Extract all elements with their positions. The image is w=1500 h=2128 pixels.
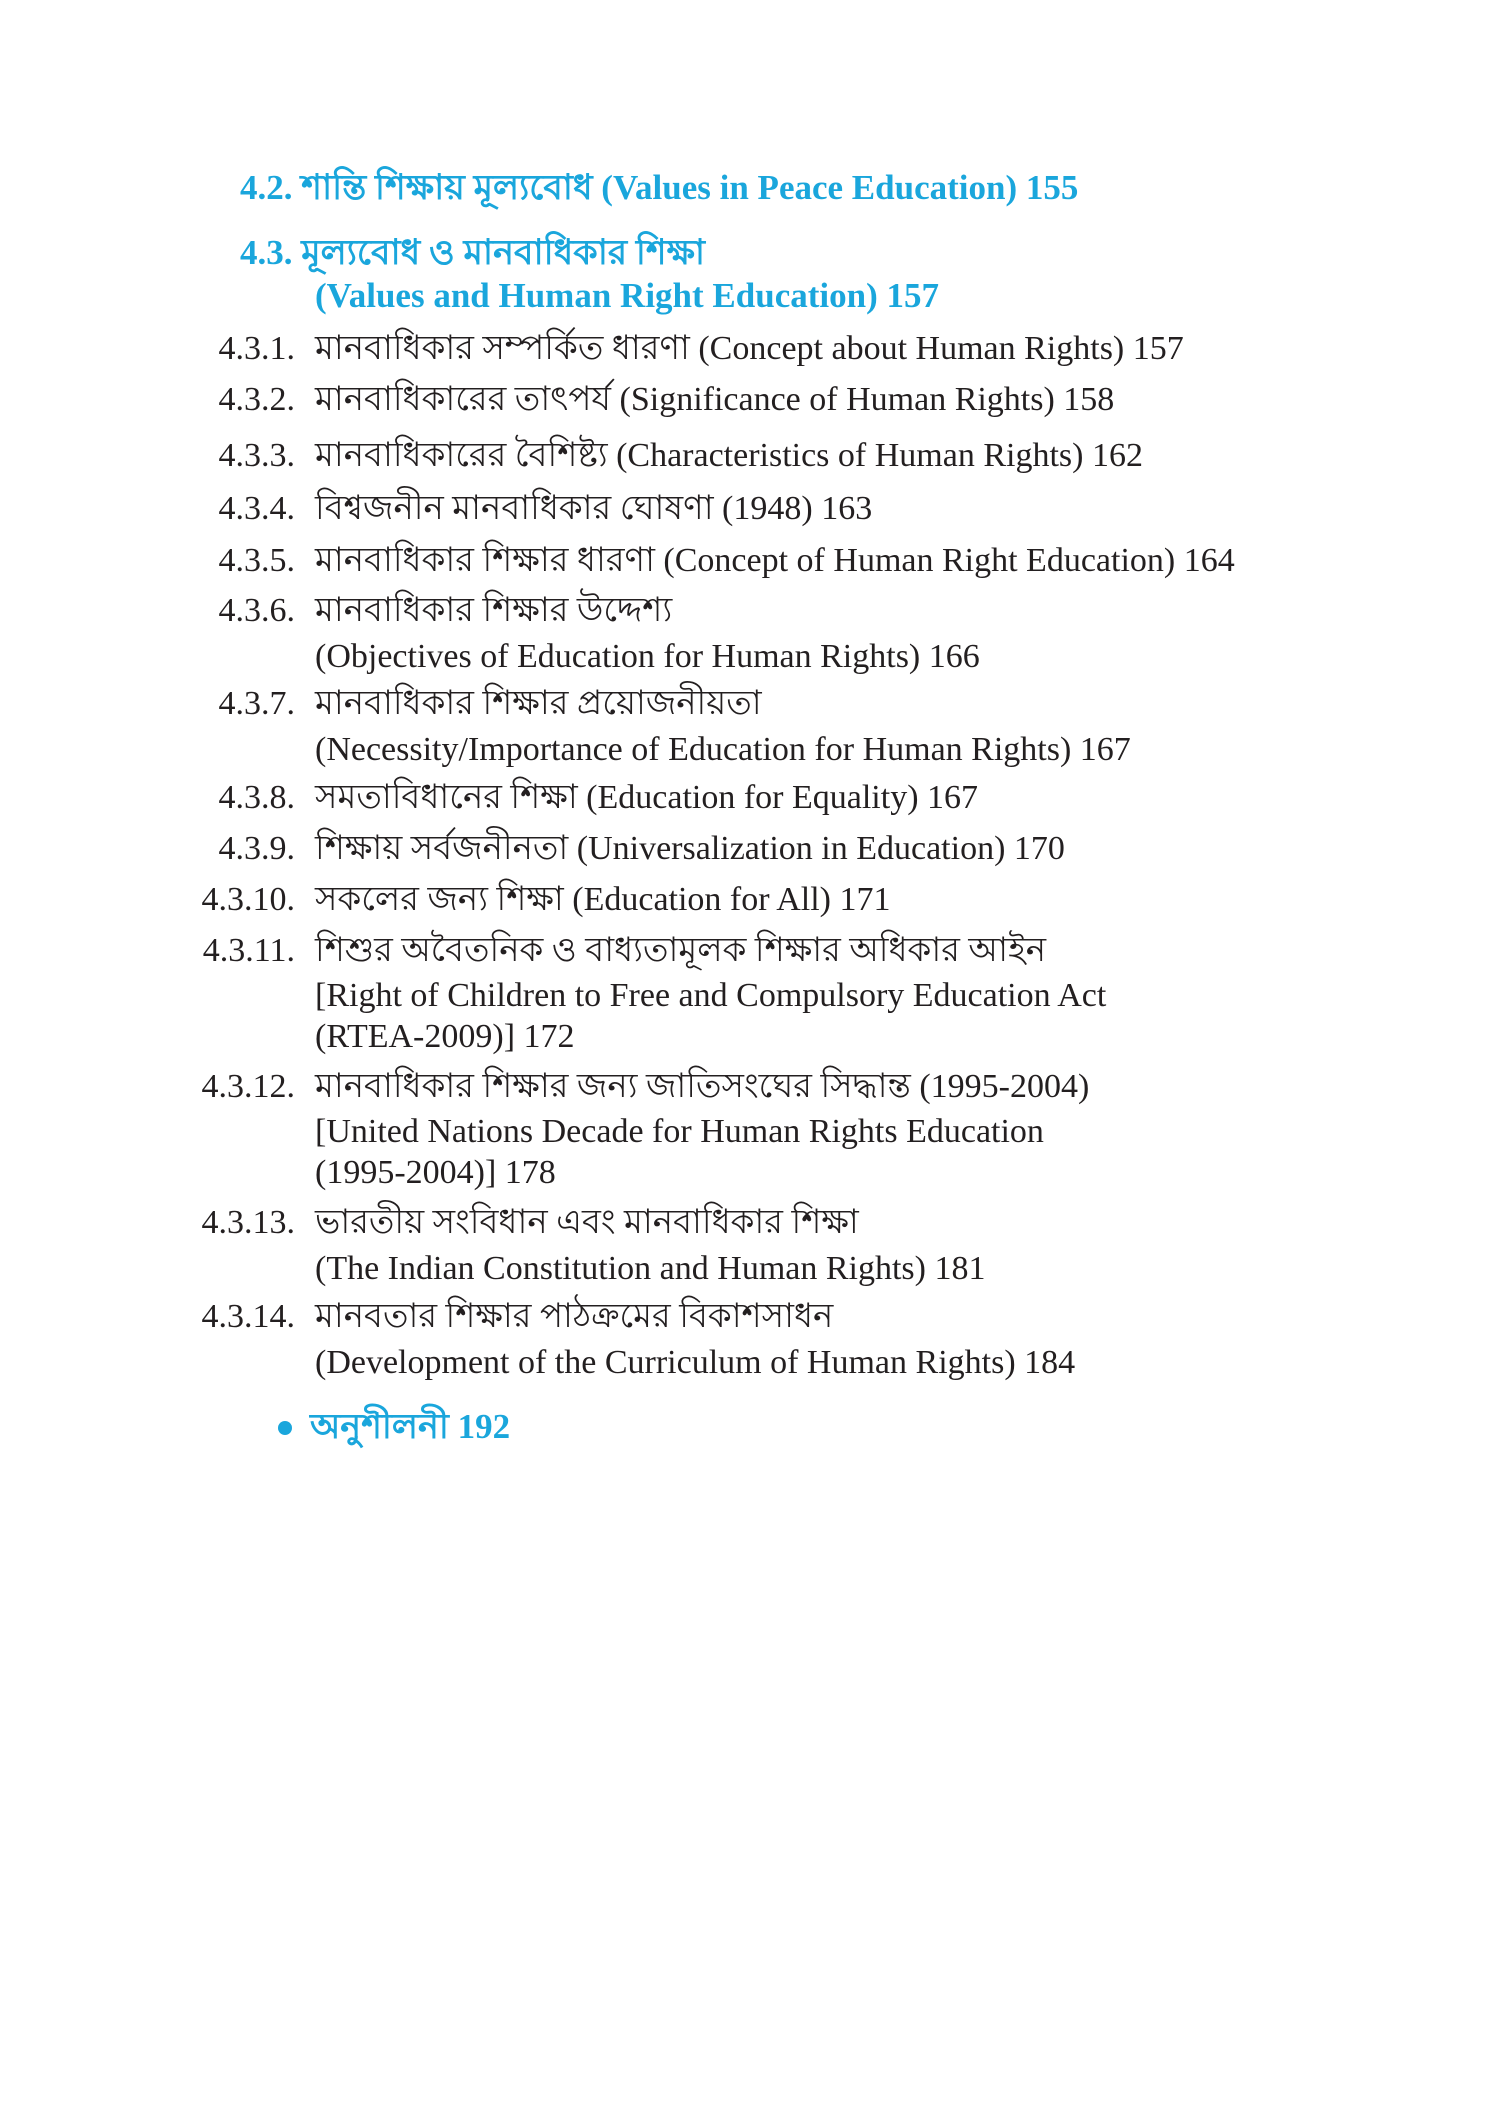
toc-entry-4-3-7-en[interactable]: (Necessity/Importance of Education for Human Rights) 167 [315,731,1131,768]
toc-entry-4-3-11[interactable]: শিশুর অবৈতনিক ও বাধ্যতামূলক শিক্ষার অধিকার আইন [315,932,1047,969]
toc-entry-4-3-7[interactable]: মানবাধিকার শিক্ষার প্রয়োজনীয়তা [315,685,762,722]
toc-entry-4-3-3[interactable]: মানবাধিকারের বৈশিষ্ট্য (Characteristics of Human Rights) 162 [315,437,1143,474]
entry-number: 4.3.14. [201,1298,295,1335]
entry-number: 4.3.10. [201,881,295,918]
toc-entry-4-3-10[interactable]: সকলের জন্য শিক্ষা (Education for All) 171 [315,881,891,918]
entry-number: 4.3.13. [201,1204,295,1241]
entry-number: 4.3.7. [218,685,295,722]
section-title-bn: মূল্যবোধ ও মানবাধিকার শিক্ষা [301,233,706,272]
entry-number: 4.3.6. [218,592,295,629]
section-number: 4.3. [240,233,293,272]
entry-number: 4.3.5. [218,542,295,579]
entry-number: 4.3.12. [201,1068,295,1105]
toc-entry-4-3-6-en[interactable]: (Objectives of Education for Human Rights) 166 [315,638,980,675]
exercise-entry[interactable]: অনুশীলনী 192 [310,1407,511,1446]
entry-number: 4.3.4. [218,490,295,527]
toc-entry-4-3-11-en[interactable]: [Right of Children to Free and Compulsory Education Act [315,977,1107,1014]
toc-entry-4-3-2[interactable]: মানবাধিকারের তাৎপর্য (Significance of Human Rights) 158 [315,381,1115,418]
entry-number: 4.3.11. [202,932,295,969]
section-title: শান্তি শিক্ষায় মূল্যবোধ (Values in Peace Education) 155 [301,168,1079,207]
toc-entry-4-3-9[interactable]: শিক্ষায় সর্বজনীনতা (Universalization in Education) 170 [315,830,1065,867]
toc-entry-4-3-1[interactable]: মানবাধিকার সম্পর্কিত ধারণা (Concept about Human Rights) 157 [315,330,1184,367]
toc-entry-4-3-14-en[interactable]: (Development of the Curriculum of Human Rights) 184 [315,1344,1076,1381]
bullet-icon [278,1421,292,1435]
section-4-3-heading-en[interactable]: (Values and Human Right Education) 157 [315,276,939,315]
toc-entry-4-3-8[interactable]: সমতাবিধানের শিক্ষা (Education for Equality) 167 [315,779,979,816]
toc-entry-4-3-11-en-cont[interactable]: (RTEA-2009)] 172 [315,1018,575,1055]
section-4-2-heading[interactable] [240,168,1078,208]
toc-entry-4-3-12[interactable]: মানবাধিকার শিক্ষার জন্য জাতিসংঘের সিদ্ধান্ত (1995-2004) [315,1068,1090,1105]
section-number: 4.2. [240,168,293,207]
entry-number: 4.3.9. [218,830,295,867]
toc-entry-4-3-6[interactable]: মানবাধিকার শিক্ষার উদ্দেশ্য [315,592,673,629]
toc-entry-4-3-13-en[interactable]: (The Indian Constitution and Human Rights) 181 [315,1250,986,1287]
entry-number: 4.3.1. [218,330,295,367]
toc-entry-4-3-14[interactable]: মানবতার শিক্ষার পাঠক্রমের বিকাশসাধন [315,1298,834,1335]
entry-number: 4.3.3. [218,437,295,474]
toc-entry-4-3-5[interactable]: মানবাধিকার শিক্ষার ধারণা (Concept of Human Right Education) 164 [315,542,1235,579]
entry-number: 4.3.2. [218,381,295,418]
section-4-3-heading[interactable] [240,233,705,273]
entry-number: 4.3.8. [218,779,295,816]
toc-entry-4-3-12-en-cont[interactable]: (1995-2004)] 178 [315,1154,556,1191]
toc-entry-4-3-12-en[interactable]: [United Nations Decade for Human Rights Education [315,1113,1044,1150]
toc-entry-4-3-4[interactable]: বিশ্বজনীন মানবাধিকার ঘোষণা (1948) 163 [315,490,873,527]
toc-entry-4-3-13[interactable]: ভারতীয় সংবিধান এবং মানবাধিকার শিক্ষা [315,1204,859,1241]
